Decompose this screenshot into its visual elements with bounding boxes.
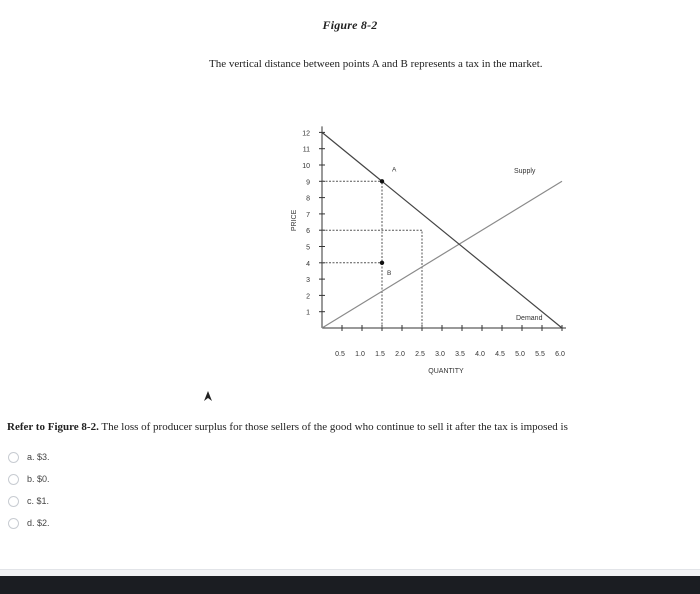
x-tick-label: 3.5 <box>455 351 465 358</box>
x-tick-label: 0.5 <box>335 351 345 358</box>
y-tick-label: 1 <box>306 309 310 317</box>
supply-curve <box>322 181 562 328</box>
radio-button[interactable] <box>8 496 19 507</box>
x-tick-label: 1.5 <box>375 351 385 358</box>
question-lead: Refer to Figure 8-2. <box>7 421 99 433</box>
answer-options <box>8 446 50 534</box>
radio-button[interactable] <box>8 452 19 463</box>
demand-label: Demand <box>516 314 543 322</box>
supply-label: Supply <box>514 168 536 176</box>
x-tick-label: 3.0 <box>435 351 445 358</box>
x-tick-label: 2.0 <box>395 351 405 358</box>
taskbar <box>0 576 700 594</box>
y-axis-label: PRICE <box>291 209 298 232</box>
point-a <box>380 179 384 183</box>
point-label-a: A <box>392 166 397 174</box>
y-tick-label: 11 <box>302 146 310 154</box>
option-c[interactable] <box>8 490 50 512</box>
x-tick-label: 4.5 <box>495 351 505 358</box>
option-d[interactable] <box>8 512 50 534</box>
option-a[interactable] <box>8 446 50 468</box>
y-tick-label: 2 <box>306 293 310 301</box>
radio-button[interactable] <box>8 474 19 485</box>
y-tick-label: 10 <box>302 163 310 170</box>
y-tick-label: 5 <box>306 244 310 252</box>
option-label: c. $1. <box>27 496 50 506</box>
mouse-cursor-icon <box>203 390 213 402</box>
x-tick-label: 6.0 <box>555 351 565 358</box>
radio-button[interactable] <box>8 518 19 529</box>
y-tick-label: 4 <box>306 260 310 268</box>
y-tick-label: 9 <box>306 179 310 187</box>
option-label: d. $2. <box>27 518 50 528</box>
x-tick-label: 5.5 <box>535 351 545 358</box>
x-axis-label: QUANTITY <box>428 368 464 375</box>
question-text <box>7 421 697 433</box>
point-b <box>380 261 384 265</box>
x-tick-label: 2.5 <box>415 351 425 358</box>
option-label: b. $0. <box>27 474 50 484</box>
y-tick-label: 12 <box>302 130 310 138</box>
supply-demand-chart <box>270 130 565 380</box>
scroll-strip <box>0 569 700 576</box>
x-tick-label: 1.0 <box>355 351 365 358</box>
option-b[interactable] <box>8 468 50 490</box>
y-tick-label: 8 <box>306 195 310 203</box>
x-tick-label: 5.0 <box>515 351 525 358</box>
y-tick-label: 3 <box>306 277 310 285</box>
question-body: The loss of producer surplus for those sellers of the good who continue to sell it after the tax is imposed is <box>101 421 568 433</box>
point-label-b: B <box>387 269 392 277</box>
y-tick-label: 6 <box>306 228 310 236</box>
option-label: a. $3. <box>27 452 50 462</box>
figure-caption: The vertical distance between points A and B represents a tax in the market. <box>209 58 543 70</box>
figure-title: Figure 8-2 <box>322 18 378 32</box>
y-tick-label: 7 <box>306 211 310 219</box>
x-tick-label: 4.0 <box>475 351 485 358</box>
